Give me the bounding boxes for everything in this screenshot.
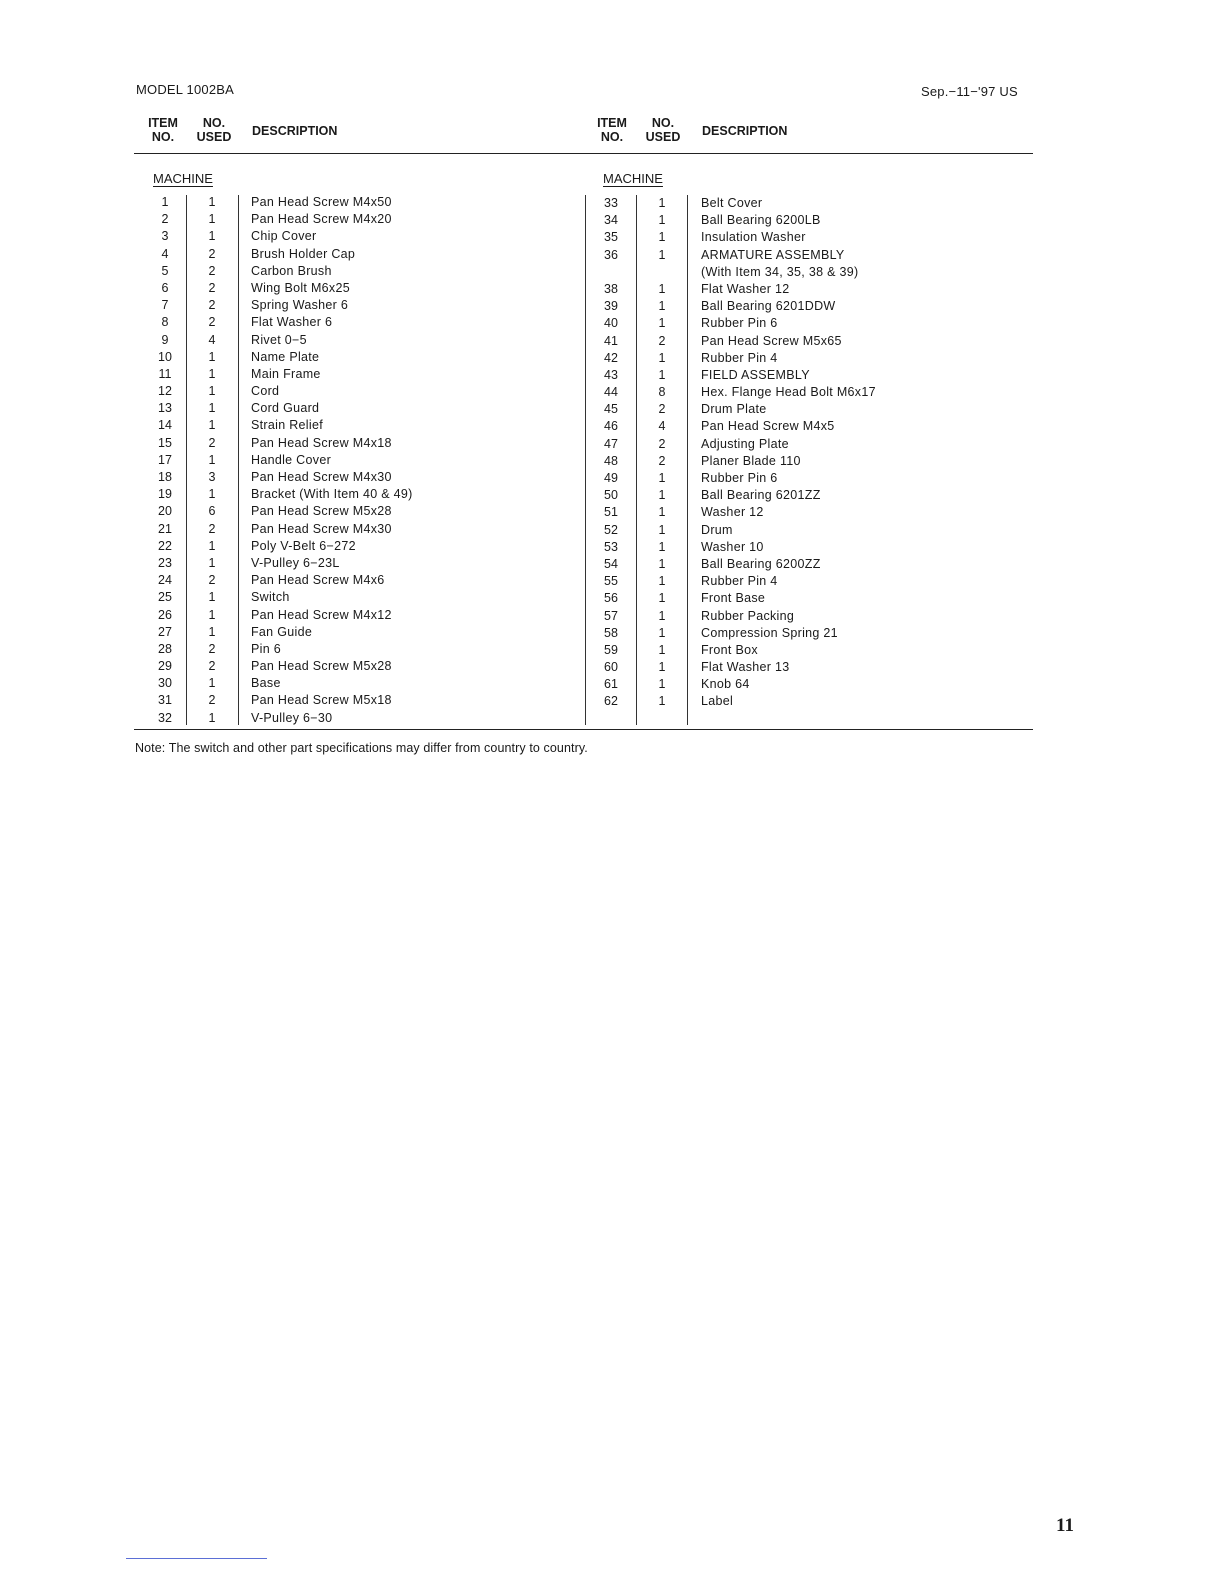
item-no: 8 (161, 315, 169, 330)
no-used-header (194, 116, 234, 144)
table-row (0, 367, 1040, 384)
no-used: 2 (208, 659, 216, 674)
item-no: 28 (158, 641, 172, 656)
no-used: 1 (658, 350, 666, 365)
part-description: Cord (251, 384, 280, 399)
no-used: 1 (658, 471, 666, 485)
no-used: 2 (208, 693, 216, 708)
table-row (0, 659, 1040, 676)
item-no: 2 (161, 212, 169, 227)
part-description: Planer Blade 110 (701, 453, 801, 468)
table-row (0, 453, 1040, 470)
part-description: Handle Cover (251, 452, 332, 467)
no-used: 2 (208, 573, 216, 588)
item-no: 51 (604, 505, 618, 520)
item-no: 56 (604, 591, 618, 606)
table-row (0, 401, 1040, 418)
table-row (0, 350, 1040, 367)
left-section-title: MACHINE (153, 171, 213, 186)
part-description: Strain Relief (251, 418, 323, 433)
no-used: 1 (658, 505, 666, 520)
no-used: 1 (208, 384, 216, 399)
part-description: Bracket (With Item 40 & 49) (251, 487, 413, 502)
item-no: 9 (161, 332, 169, 347)
part-description: Fan Guide (251, 624, 313, 639)
part-description: Pan Head Screw M5x28 (251, 504, 392, 519)
table-row (0, 436, 1040, 453)
no-used: 1 (208, 195, 216, 209)
part-description: Washer 12 (701, 505, 764, 520)
description-header: DESCRIPTION (702, 124, 788, 138)
no-used: 8 (658, 385, 666, 400)
note-text: Note: The switch and other part specifications may differ from country to country. (135, 741, 588, 755)
no-used: 1 (208, 555, 216, 570)
table-row (0, 590, 1040, 607)
no-used: 1 (658, 591, 666, 606)
part-description: Cord Guard (251, 401, 320, 416)
part-description: Pan Head Screw M5x28 (251, 659, 392, 674)
item-no: 44 (604, 385, 618, 400)
no-used: 1 (208, 676, 216, 691)
no-used: 2 (658, 453, 666, 468)
part-description: Ball Bearing 6200ZZ (701, 556, 821, 571)
part-description: Rubber Packing (701, 608, 795, 623)
no-used: 2 (208, 521, 216, 536)
part-description: Wing Bolt M6x25 (251, 280, 350, 295)
no-used: 1 (208, 538, 216, 553)
no-used: 1 (658, 299, 666, 314)
item-no: 46 (604, 419, 618, 434)
part-description: V-Pulley 6−30 (251, 710, 333, 725)
table-row (0, 504, 1040, 521)
part-description: Poly V-Belt 6−272 (251, 538, 356, 553)
no-used: 1 (208, 487, 216, 502)
part-description: Drum Plate (701, 402, 767, 417)
part-description: Pan Head Screw M4x50 (251, 195, 392, 209)
part-description: Pan Head Screw M5x65 (701, 333, 842, 348)
item-no: 62 (604, 694, 618, 709)
table-row (0, 710, 585, 727)
no-used: 1 (208, 590, 216, 605)
no-used: 1 (658, 196, 666, 210)
no-used: 1 (658, 556, 666, 571)
header-rule (134, 153, 1033, 154)
item-no: 23 (158, 555, 172, 570)
part-description: Ball Bearing 6200LB (701, 213, 821, 228)
item-no: 43 (604, 367, 618, 382)
no-used: 1 (208, 418, 216, 433)
no-used: 2 (208, 263, 216, 278)
part-description: Front Box (701, 642, 758, 657)
item-no: 36 (604, 247, 618, 262)
part-description: Name Plate (251, 349, 320, 364)
no-used: 1 (208, 366, 216, 381)
part-description: Adjusting Plate (701, 436, 789, 451)
no-used: 4 (208, 332, 216, 347)
table-row (0, 522, 1040, 539)
part-description: Knob 64 (701, 677, 750, 692)
part-description: Flat Washer 6 (251, 315, 333, 330)
model-label: MODEL 1002BA (136, 82, 235, 97)
part-description: Rubber Pin 4 (701, 350, 778, 365)
part-description: Label (701, 694, 734, 709)
table-row (0, 573, 1040, 590)
table-row (0, 676, 1040, 693)
no-used: 4 (658, 419, 666, 434)
no-used: 1 (658, 367, 666, 382)
part-description: Washer 10 (701, 539, 764, 554)
item-header-line1: ITEM (148, 116, 178, 130)
no-used: 1 (658, 625, 666, 640)
part-description: Main Frame (251, 366, 321, 381)
part-description: Carbon Brush (251, 263, 332, 278)
item-no: 26 (158, 607, 172, 622)
no-used: 3 (208, 470, 216, 484)
item-no: 5 (161, 263, 169, 278)
item-no: 57 (604, 608, 618, 623)
part-description: Rivet 0−5 (251, 332, 307, 347)
no-used: 1 (658, 660, 666, 675)
no-used: 1 (658, 488, 666, 503)
right-parts-list (0, 195, 1040, 711)
no-used: 1 (658, 574, 666, 589)
item-no: 10 (158, 349, 172, 364)
used-header-line1: NO. (202, 116, 226, 130)
part-description: Rubber Pin 4 (701, 574, 778, 589)
item-no: 25 (158, 590, 172, 605)
table-row (0, 315, 1040, 332)
item-no: 34 (604, 213, 618, 228)
no-used: 2 (658, 333, 666, 348)
table-row (0, 212, 1040, 229)
no-used: 1 (658, 281, 666, 296)
table-row (0, 264, 1040, 281)
item-no: 11 (158, 366, 172, 381)
no-used: 1 (658, 247, 666, 262)
item-no: 50 (604, 488, 618, 503)
item-header-line2: NO. (151, 130, 175, 144)
no-used: 1 (658, 642, 666, 657)
no-used: 6 (208, 504, 216, 519)
part-description: Pan Head Screw M4x20 (251, 212, 392, 227)
part-description: Front Base (701, 591, 766, 606)
table-row (0, 556, 1040, 573)
table-row (0, 298, 1040, 315)
part-description: Chip Cover (251, 229, 317, 244)
revision-date: Sep.−11−'97 US (921, 84, 1018, 99)
item-no: 29 (158, 659, 172, 674)
part-description: FIELD ASSEMBLY (701, 367, 810, 382)
item-no: 14 (158, 418, 172, 433)
footer-link-line (126, 1558, 267, 1559)
part-description: Pan Head Screw M4x30 (251, 470, 392, 484)
item-no: 21 (158, 521, 172, 536)
item-no: 45 (604, 402, 618, 417)
no-used: 2 (208, 246, 216, 261)
item-no: 40 (604, 316, 618, 331)
item-no: 15 (158, 435, 172, 450)
item-no: 3 (161, 229, 169, 244)
item-no: 41 (604, 333, 618, 348)
part-description: Insulation Washer (701, 230, 806, 245)
item-no: 53 (604, 539, 618, 554)
part-description: Pin 6 (251, 641, 281, 656)
item-header-line2: NO. (600, 130, 624, 144)
item-no: 59 (604, 642, 618, 657)
item-no-header (592, 116, 632, 144)
used-header-line2: USED (645, 130, 681, 144)
item-no: 18 (158, 470, 172, 484)
table-row (0, 608, 1040, 625)
item-no: 49 (604, 471, 618, 485)
part-description: Brush Holder Cap (251, 246, 356, 261)
part-description: Pan Head Screw M4x30 (251, 521, 392, 536)
item-no: 52 (604, 522, 618, 537)
no-used: 2 (208, 435, 216, 450)
part-description: Pan Head Screw M4x5 (701, 419, 835, 434)
no-used: 1 (208, 624, 216, 639)
no-used: 1 (208, 710, 216, 725)
no-used: 1 (658, 677, 666, 692)
item-no: 12 (158, 384, 172, 399)
item-no: 13 (158, 401, 172, 416)
right-section-title: MACHINE (603, 171, 663, 186)
footer-rule (134, 729, 1033, 730)
no-used: 2 (208, 280, 216, 295)
part-description: Pan Head Screw M4x18 (251, 435, 392, 450)
table-row (0, 418, 1040, 435)
part-description: Flat Washer 13 (701, 660, 790, 675)
item-no: 48 (604, 453, 618, 468)
part-description: Drum (701, 522, 733, 537)
no-used: 1 (658, 230, 666, 245)
table-row (0, 642, 1040, 659)
no-used: 1 (208, 212, 216, 227)
no-used: 1 (208, 452, 216, 467)
table-row (0, 229, 1040, 246)
part-description: ARMATURE ASSEMBLY (701, 247, 845, 262)
no-used: 1 (658, 539, 666, 554)
item-no: 58 (604, 625, 618, 640)
table-row (0, 384, 1040, 401)
table-row (0, 487, 1040, 504)
part-description: Pan Head Screw M4x6 (251, 573, 385, 588)
no-used: 2 (208, 315, 216, 330)
part-description: Ball Bearing 6201ZZ (701, 488, 821, 503)
part-description: V-Pulley 6−23L (251, 555, 340, 570)
table-row (0, 195, 1040, 212)
part-description: Hex. Flange Head Bolt M6x17 (701, 385, 876, 400)
item-no: 42 (604, 350, 618, 365)
item-no: 55 (604, 574, 618, 589)
item-no: 32 (158, 710, 172, 725)
no-used: 1 (208, 401, 216, 416)
item-header-line1: ITEM (597, 116, 627, 130)
page-number: 11 (1056, 1515, 1074, 1536)
part-description: Compression Spring 21 (701, 625, 838, 640)
part-description: Switch (251, 590, 290, 605)
part-description: Base (251, 676, 281, 691)
table-row (0, 539, 1040, 556)
item-no: 20 (158, 504, 172, 519)
item-no: 27 (158, 624, 172, 639)
item-no: 60 (604, 660, 618, 675)
item-no: 17 (158, 452, 172, 467)
item-no: 31 (158, 693, 172, 708)
part-description: (With Item 34, 35, 38 & 39) (701, 264, 859, 279)
item-no: 4 (161, 246, 169, 261)
description-header: DESCRIPTION (252, 124, 338, 138)
no-used: 1 (208, 607, 216, 622)
item-no: 7 (161, 298, 169, 313)
item-no: 24 (158, 573, 172, 588)
item-no: 19 (158, 487, 172, 502)
item-no: 47 (604, 436, 618, 451)
no-used: 1 (658, 316, 666, 331)
part-description: Rubber Pin 6 (701, 471, 778, 485)
item-no: 1 (161, 195, 169, 209)
no-used: 2 (208, 641, 216, 656)
part-description: Spring Washer 6 (251, 298, 349, 313)
no-used: 1 (658, 522, 666, 537)
no-used: 2 (208, 298, 216, 313)
item-no: 6 (161, 280, 169, 295)
no-used: 1 (658, 608, 666, 623)
used-header-line2: USED (196, 130, 232, 144)
item-no: 33 (604, 196, 618, 210)
table-row (0, 333, 1040, 350)
part-description: Rubber Pin 6 (701, 316, 778, 331)
no-used: 1 (658, 213, 666, 228)
no-used-header (643, 116, 683, 144)
used-header-line1: NO. (651, 116, 675, 130)
item-no: 39 (604, 299, 618, 314)
item-no: 30 (158, 676, 172, 691)
item-no-header (143, 116, 183, 144)
part-description: Belt Cover (701, 196, 763, 210)
part-description: Pan Head Screw M4x12 (251, 607, 392, 622)
no-used: 2 (658, 402, 666, 417)
item-no: 54 (604, 556, 618, 571)
item-no: 61 (604, 677, 618, 692)
item-no: 22 (158, 538, 172, 553)
table-row (0, 247, 1040, 264)
part-description: Pan Head Screw M5x18 (251, 693, 392, 708)
part-description: Flat Washer 12 (701, 281, 790, 296)
no-used: 1 (208, 229, 216, 244)
no-used: 1 (208, 349, 216, 364)
table-row (0, 693, 1040, 710)
table-row (0, 281, 1040, 298)
no-used: 1 (658, 694, 666, 709)
table-row (0, 470, 1040, 487)
item-no: 35 (604, 230, 618, 245)
table-row (0, 625, 1040, 642)
no-used: 2 (658, 436, 666, 451)
item-no: 38 (604, 281, 618, 296)
part-description: Ball Bearing 6201DDW (701, 299, 836, 314)
